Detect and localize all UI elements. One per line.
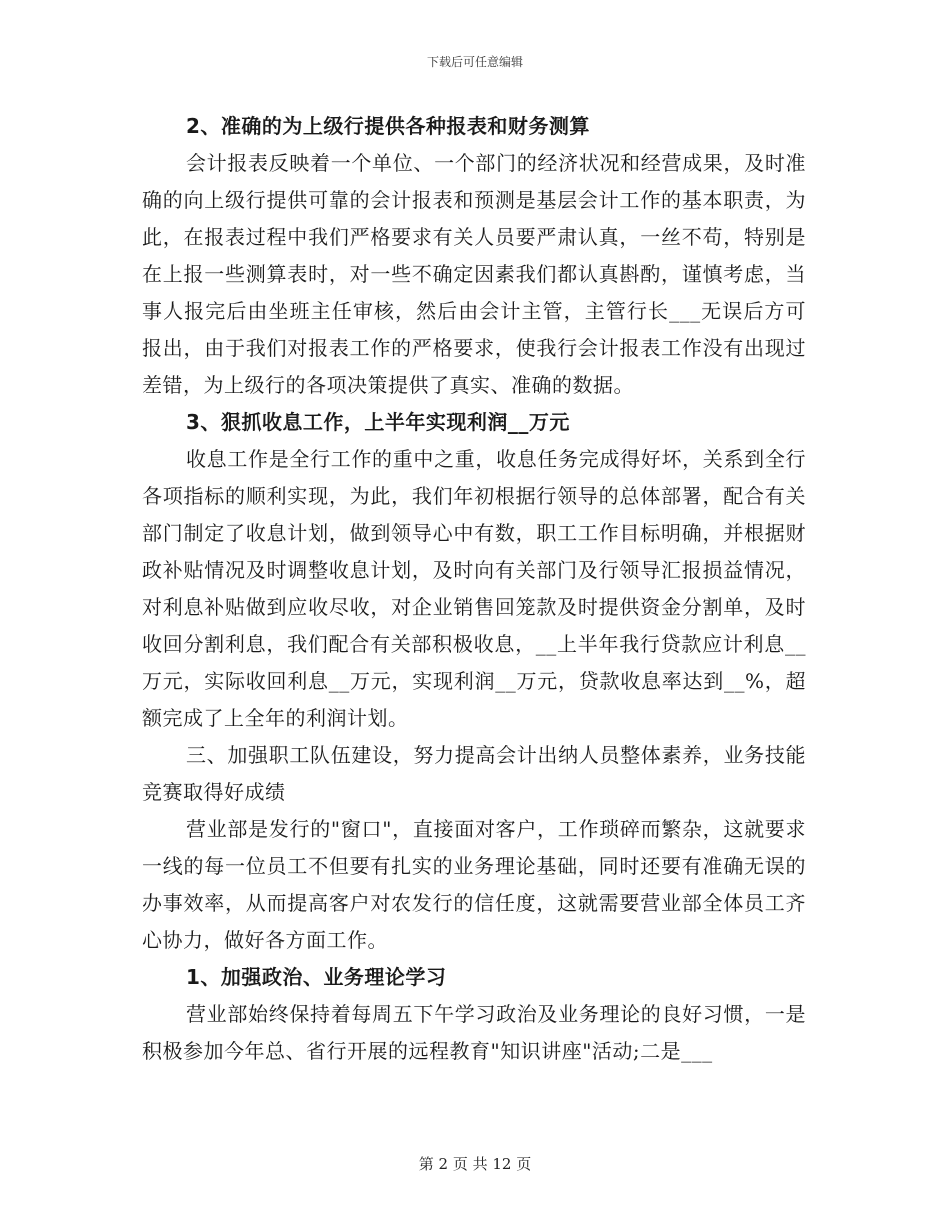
document-body (142, 108, 806, 1070)
section-heading: 2、准确的为上级行提供各种报表和财务测算 (186, 114, 590, 138)
section-heading: 1、加强政治、业务理论学习 (186, 965, 447, 989)
body-paragraph: 营业部始终保持着每周五下午学习政治及业务理论的良好习惯，一是积极参加今年总、省行开展的远程教育"知识讲座"活动;二是___ (142, 1002, 806, 1063)
header-note: 下载后可任意编辑 (426, 55, 523, 69)
section-heading: 3、狠抓收息工作，上半年实现利润__万元 (186, 410, 570, 434)
body-paragraph: 营业部是发行的"窗口"，直接面对客户，工作琐碎而繁杂，这就要求一线的每一位员工不但要有扎实的业务理论基础，同时还要有准确无误的办事效率，从而提高客户对农发行的信任度，这就需要营业部全体员工齐心协力，做好各方面工作。 (142, 817, 806, 952)
body-paragraph: 会计报表反映着一个单位、一个部门的经济状况和经营成果，及时准确的向上级行提供可靠的会计报表和预测是基层会计工作的基本职责，为此，在报表过程中我们严格要求有关人员要严肃认真，一丝不苟，特别是在上报一些测算表时，对一些不确定因素我们都认真斟酌，谨慎考虑，当事人报完后由坐班主任审核，然后由会计主管，主管行长___无误后方可报出，由于我们对报表工作的严格要求，使我行会计报表工作没有出现过差错，为上级行的各项决策提供了真实、准确的数据。 (142, 151, 806, 397)
body-paragraph: 三、加强职工队伍建设，努力提高会计出纳人员整体素养，业务技能竞赛取得好成绩 (142, 743, 806, 804)
page-footer: 第 2 页 共 12 页 (418, 1155, 532, 1173)
body-paragraph: 收息工作是全行工作的重中之重，收息任务完成得好坏，关系到全行各项指标的顺利实现，为此，我们年初根据行领导的总体部署，配合有关部门制定了收息计划，做到领导心中有数，职工工作目标明确，并根据财政补贴情况及时调整收息计划，及时向有关部门及行领导汇报损益情况，对利息补贴做到应收尽收，对企业销售回笼款及时提供资金分割单，及时收回分割利息，我们配合有关部积极收息，__上半年我行贷款应计利息__万元，实际收回利息__万元，实现利润__万元，贷款收息率达到__%，超额完成了上全年的利润计划。 (142, 447, 806, 730)
